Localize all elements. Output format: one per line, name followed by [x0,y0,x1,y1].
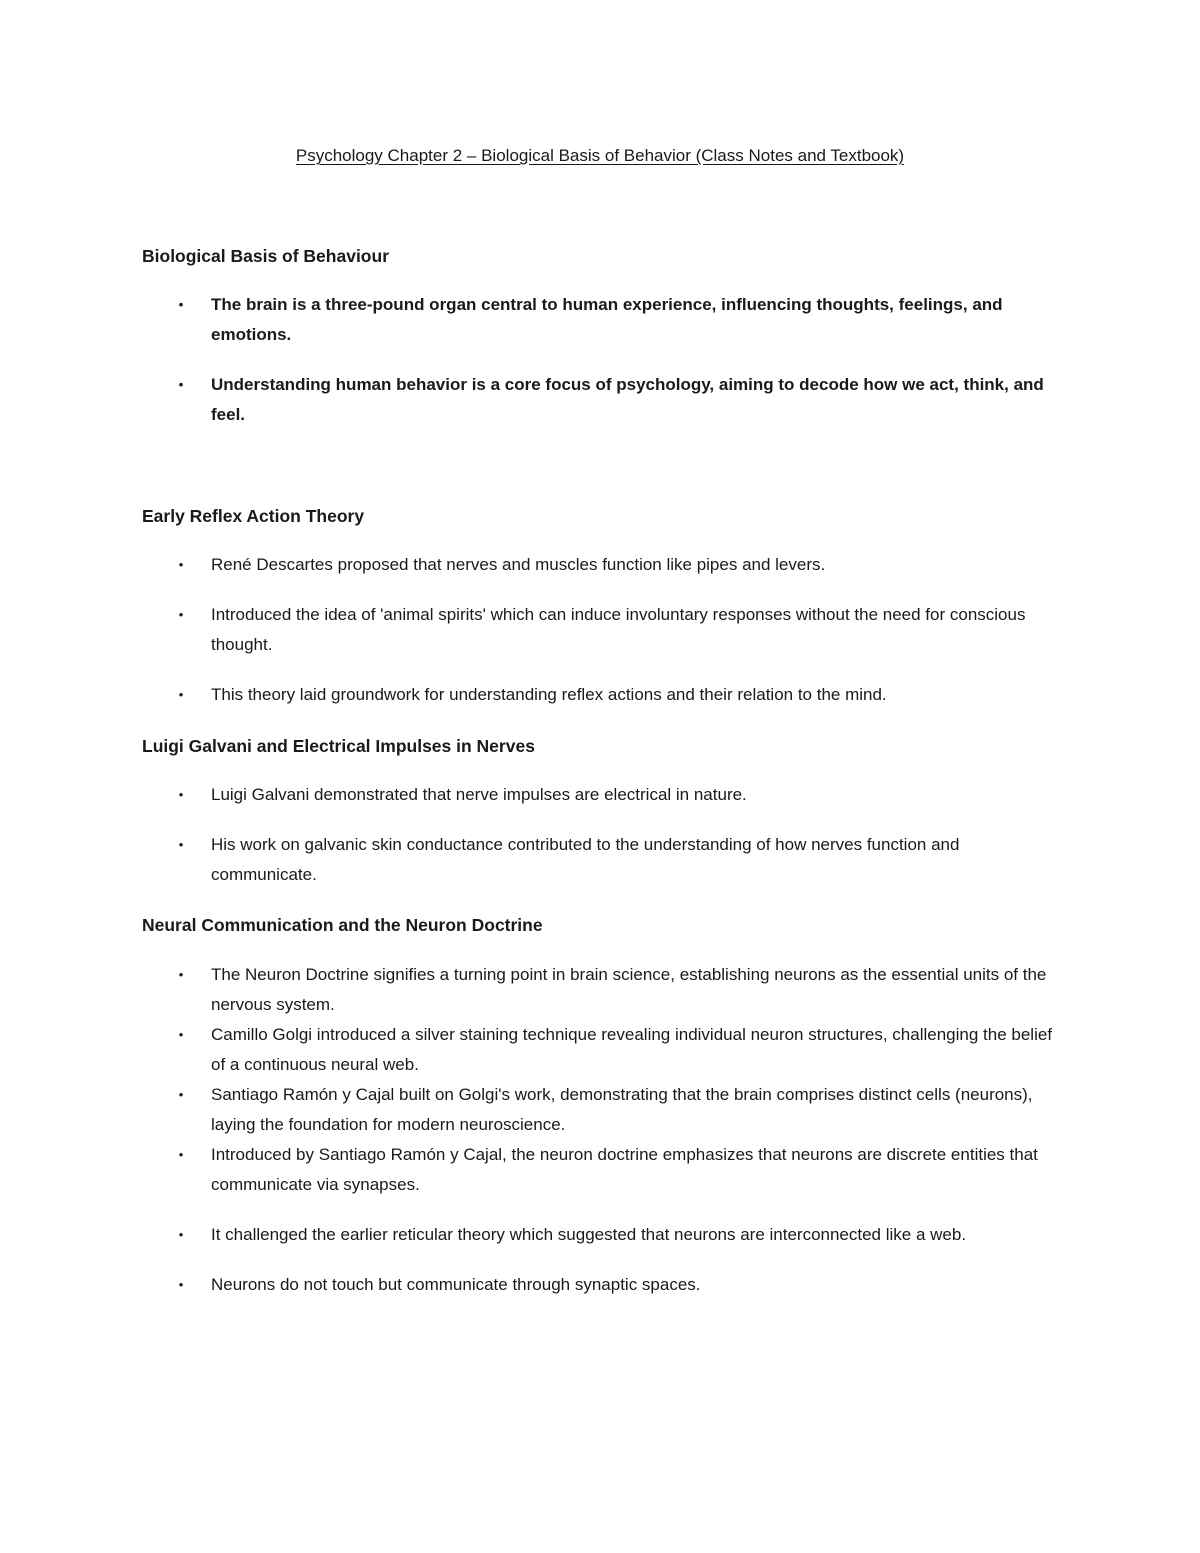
list-item-text: Camillo Golgi introduced a silver staining technique revealing individual neuron structures, challenging the belief of a continuous neural web. [211,1025,1053,1074]
section-heading-biological-basis: Biological Basis of Behaviour [142,246,389,266]
bullet-icon: • [178,837,184,852]
bullet-icon: • [178,1277,184,1292]
list-item-text: The Neuron Doctrine signifies a turning point in brain science, establishing neurons as the essential units of the nervous system. [211,965,1047,1014]
section-list-neuron-doctrine [0,960,1200,1300]
list-item-text: The brain is a three-pound organ central to human experience, influencing thoughts, feelings, and emotions. [211,295,1003,344]
list-item-text: Neurons do not touch but communicate through synaptic spaces. [211,1275,701,1294]
section-list-early-reflex [0,550,1200,710]
bullet-icon: • [178,967,184,982]
bullet-icon: • [178,607,184,622]
list-item [0,1020,1200,1080]
bullet-icon: • [178,1147,184,1162]
bullet-icon: • [178,557,184,572]
bullet-icon: • [178,1087,184,1102]
bullet-icon: • [178,297,184,312]
list-item-text: Luigi Galvani demonstrated that nerve impulses are electrical in nature. [211,785,747,804]
section-heading-neuron-doctrine: Neural Communication and the Neuron Doctrine [142,915,543,935]
list-item-text: Introduced the idea of 'animal spirits' which can induce involuntary responses without the need for conscious thought. [211,605,1026,654]
list-item [0,1140,1200,1200]
bullet-icon: • [178,377,184,392]
list-item-text: His work on galvanic skin conductance contributed to the understanding of how nerves function and communicate. [211,835,960,884]
document-title: Psychology Chapter 2 – Biological Basis of Behavior (Class Notes and Textbook) [295,146,905,165]
list-item [0,1080,1200,1140]
list-item-text: René Descartes proposed that nerves and muscles function like pipes and levers. [211,555,826,574]
list-item [0,370,1200,430]
list-item-text: Understanding human behavior is a core focus of psychology, aiming to decode how we act, think, and feel. [211,375,1044,424]
list-item [0,1220,1200,1250]
list-item-text: It challenged the earlier reticular theory which suggested that neurons are interconnected like a web. [211,1225,967,1244]
list-item [0,830,1200,890]
list-item-text: This theory laid groundwork for understanding reflex actions and their relation to the mind. [211,685,887,704]
list-item [0,600,1200,660]
list-item-text: Introduced by Santiago Ramón y Cajal, the neuron doctrine emphasizes that neurons are discrete entities that communicate via synapses. [211,1145,1038,1194]
list-item [0,780,1200,810]
bullet-icon: • [178,787,184,802]
list-item [0,1270,1200,1300]
list-item [0,550,1200,580]
list-item [0,960,1200,1020]
section-heading-early-reflex: Early Reflex Action Theory [142,506,365,526]
section-list-galvani [0,780,1200,890]
section-heading-galvani: Luigi Galvani and Electrical Impulses in Nerves [142,736,535,756]
list-item [0,680,1200,710]
list-item [0,290,1200,350]
bullet-icon: • [178,1027,184,1042]
section-list-biological-basis [0,290,1200,430]
bullet-icon: • [178,1227,184,1242]
list-item-text: Santiago Ramón y Cajal built on Golgi's work, demonstrating that the brain comprises distinct cells (neurons), laying the foundation for modern neuroscience. [211,1085,1033,1134]
bullet-icon: • [178,687,184,702]
